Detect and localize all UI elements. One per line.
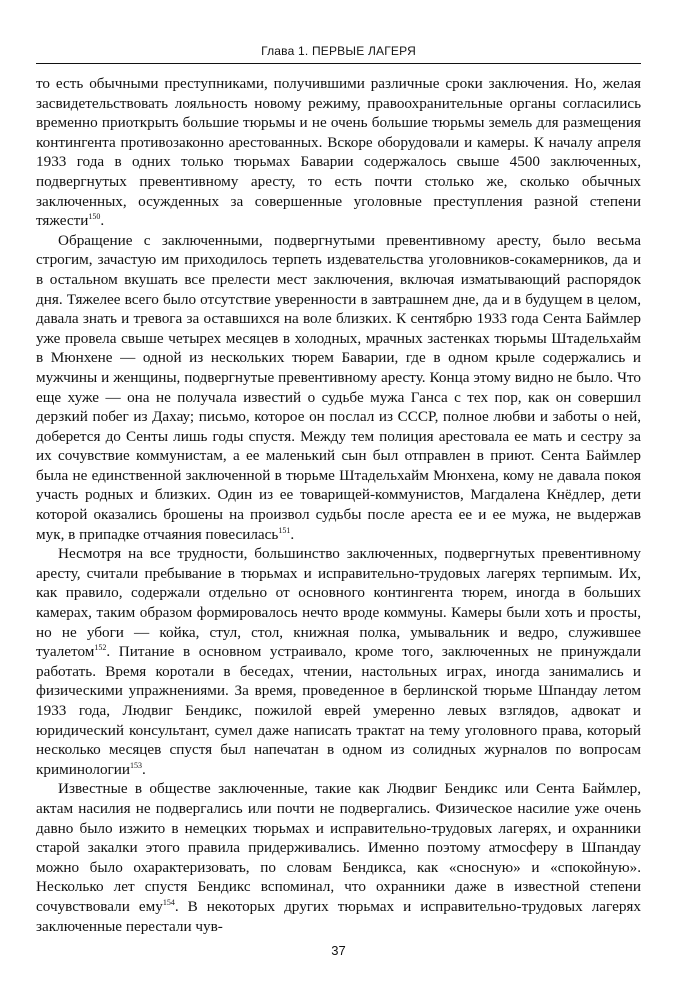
page-number: 37: [331, 943, 346, 958]
paragraph-3: Несмотря на все трудности, большинство заключенных, подвергнутых превентивному аресту, считали пребывание в тюрьмах и исправительно-трудовых лагерях терпимым. Их, как правило, содержали отдельно от основного контингента тюрем, иногда в больших камерах, таким образом формировалось нечто вроде коммуны. Камеры были хоть и просты, но не убоги — койка, стул, стол, книжная полка, умывальник и ведро, служившее туалетом$^{152}$. Питание в основном устраивало, кроме того, заключенных не принуждали работать. Время коротали в беседах, чтении, настольных играх, иногда занимались и физическими упражнениями. За время, проведенное в берлинской тюрьме Шпандау летом 1933 года, Людвиг Бендикс, пожилой еврей умеренно левых взглядов, адвокат и юридический консультант, сумел даже написать трактат на тему уголовного права, который несколько месяцев спустя был напечатан в одном из солидных журналов по вопросам криминологии$^{153}$.: [36, 545, 641, 778]
paragraph-4: Известные в обществе заключенные, такие как Людвиг Бендикс или Сента Баймлер, актам насилия не подвергались или почти не подвергались. Физическое насилие уже очень давно было изжито в немецких тюрьмах и исправительно-трудовых лагерях, и охранники старой закалки этого правила придерживались. Именно поэтому атмосферу в Шпандау можно было охарактеризовать, по словам Бендикса, как «сносную» и «спокойную». Несколько лет спустя Бендикс вспоминал, что охранники даже в известной степени сочувствовали ему$^{154}$. В некоторых других тюрьмах и исправительно-трудовых лагерях заключенные перестали чув-: [36, 780, 641, 935]
body-text: [36, 74, 641, 936]
footnote-ref-151: 151: [278, 525, 291, 535]
running-header: Глава 1. ПЕРВЫЕ ЛАГЕРЯ: [261, 44, 416, 58]
footnote-ref-152: 152: [94, 643, 107, 653]
footnote-ref-150: 150: [88, 212, 101, 222]
footnote-ref-153: 153: [130, 760, 143, 770]
paragraph-1: то есть обычными преступниками, получившими различные сроки заключения. Но, желая засвидетельствовать лояльность новому режиму, правоохранительные органы согласились временно приоткрыть большие тюрьмы и не очень большие тюрьмы земель для размещения контингента противозаконно арестованных. Вскоре оборудовали и камеры. К началу апреля 1933 года в одних только тюрьмах Баварии содержалось свыше 4500 заключенных, подвергнутых превентивному аресту, то есть почти столько же, сколько обычных заключенных, осужденных за совершенные уголовные преступления разной степени тяжести$^{150}$.: [36, 75, 641, 230]
header-rule: [36, 63, 641, 64]
footnote-ref-154: 154: [162, 897, 175, 907]
paragraph-2: Обращение с заключенными, подвергнутыми превентивному аресту, было весьма строгим, зачастую им приходилось терпеть издевательства уголовников-сокамерников, да и в остальном вкушать все прелести мест заключения, включая изматывающий распорядок дня. Тяжелее всего было отсутствие уверенности в завтрашнем дне, да и в будущем в целом, давала знать и тревога за оставшихся на воле близких. К сентябрю 1933 года Сента Баймлер уже провела свыше четырех месяцев в холодных, мрачных застенках тюрьмы Штадельхайм в Мюнхене — одной из нескольких тюрем Баварии, где в одном крыле содержались и мужчины и женщины, подвергнутые превентивному аресту. Конца этому видно не было. Что еще хуже — она не получала известий о судьбе мужа Ганса с тех пор, как он совершил дерзкий побег из Дахау; письмо, которое он послал из СССР, полное любви и заботы о ней, доберется до Сенты лишь годы спустя. Между тем полиция арестовала ее мать и сестру за их сочувствие коммунистам, а ее маленький сын был отправлен в приют. Сента Баймлер была не единственной заключенной в тюрьме Штадельхайм Мюнхена, кому не давала покоя участь родных и близких. Один из ее товарищей-коммунистов, Магдалена Кнёдлер, дети которой оказались брошены на произвол судьбы после ареста ее и ее мужа, не выдержав мук, в припадке отчаяния повесилась$^{151}$.: [36, 231, 641, 543]
